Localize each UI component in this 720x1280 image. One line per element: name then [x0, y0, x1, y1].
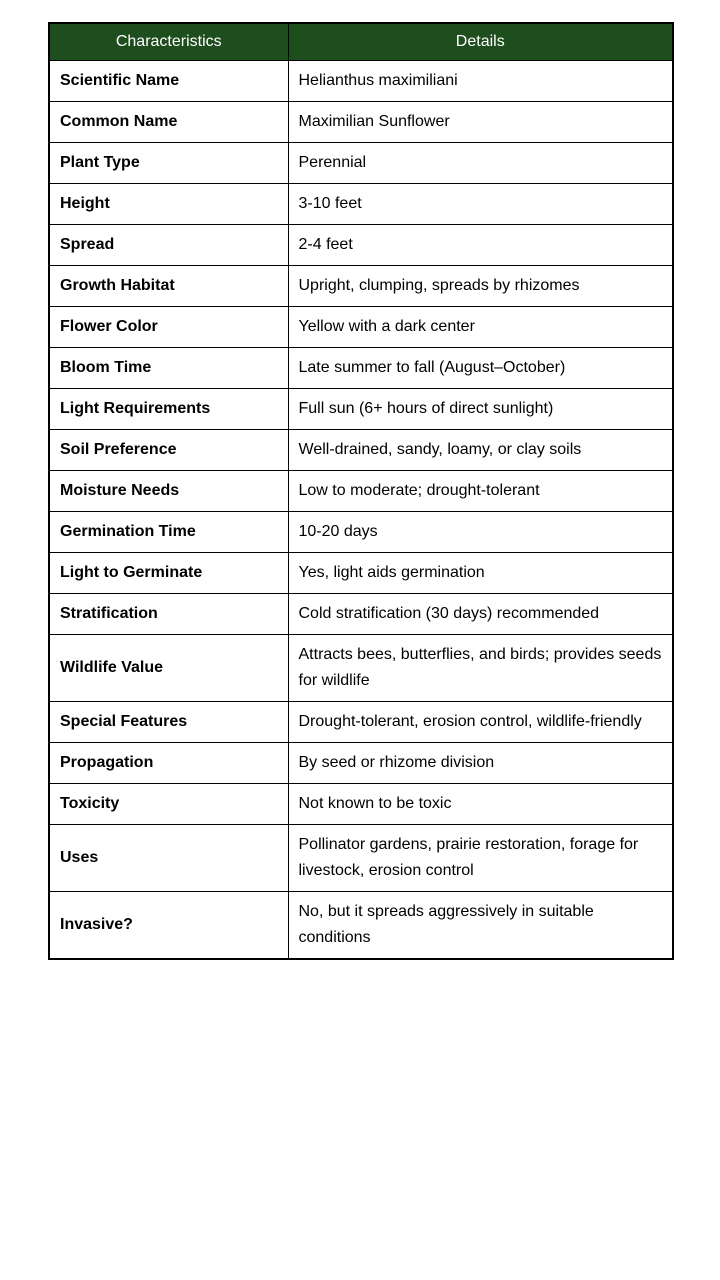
table-row	[49, 471, 673, 512]
table-row	[49, 225, 673, 266]
detail-cell: No, but it spreads aggressively in suitable conditions	[288, 892, 673, 960]
characteristic-cell: Spread	[49, 225, 288, 266]
detail-cell: By seed or rhizome division	[288, 743, 673, 784]
characteristic-cell: Stratification	[49, 594, 288, 635]
detail-cell: Cold stratification (30 days) recommended	[288, 594, 673, 635]
characteristics-column-header: Characteristics	[49, 23, 288, 61]
characteristic-cell: Moisture Needs	[49, 471, 288, 512]
characteristic-cell: Light to Germinate	[49, 553, 288, 594]
table-body	[49, 61, 673, 960]
detail-cell: Upright, clumping, spreads by rhizomes	[288, 266, 673, 307]
table-row	[49, 184, 673, 225]
table-row	[49, 702, 673, 743]
detail-cell: 10-20 days	[288, 512, 673, 553]
characteristic-cell: Common Name	[49, 102, 288, 143]
characteristic-cell: Wildlife Value	[49, 635, 288, 702]
detail-cell: Yellow with a dark center	[288, 307, 673, 348]
characteristic-cell: Special Features	[49, 702, 288, 743]
table-row	[49, 635, 673, 702]
detail-cell: Maximilian Sunflower	[288, 102, 673, 143]
characteristic-cell: Height	[49, 184, 288, 225]
table-row	[49, 430, 673, 471]
detail-cell: 2-4 feet	[288, 225, 673, 266]
characteristic-cell: Soil Preference	[49, 430, 288, 471]
table-row	[49, 512, 673, 553]
detail-cell: Low to moderate; drought-tolerant	[288, 471, 673, 512]
table-row	[49, 825, 673, 892]
table-row	[49, 266, 673, 307]
details-column-header: Details	[288, 23, 673, 61]
characteristic-cell: Growth Habitat	[49, 266, 288, 307]
detail-cell: Late summer to fall (August–October)	[288, 348, 673, 389]
detail-cell: 3-10 feet	[288, 184, 673, 225]
characteristic-cell: Germination Time	[49, 512, 288, 553]
detail-cell: Pollinator gardens, prairie restoration, forage for livestock, erosion control	[288, 825, 673, 892]
table-row	[49, 784, 673, 825]
characteristic-cell: Bloom Time	[49, 348, 288, 389]
characteristic-cell: Toxicity	[49, 784, 288, 825]
table-row	[49, 553, 673, 594]
table-row	[49, 143, 673, 184]
characteristic-cell: Light Requirements	[49, 389, 288, 430]
characteristic-cell: Propagation	[49, 743, 288, 784]
detail-cell: Helianthus maximiliani	[288, 61, 673, 102]
characteristic-cell: Flower Color	[49, 307, 288, 348]
detail-cell: Drought-tolerant, erosion control, wildlife-friendly	[288, 702, 673, 743]
detail-cell: Well-drained, sandy, loamy, or clay soils	[288, 430, 673, 471]
table-row	[49, 102, 673, 143]
characteristic-cell: Scientific Name	[49, 61, 288, 102]
detail-cell: Full sun (6+ hours of direct sunlight)	[288, 389, 673, 430]
table-row	[49, 307, 673, 348]
table-row	[49, 743, 673, 784]
characteristic-cell: Invasive?	[49, 892, 288, 960]
plant-characteristics-table	[48, 22, 674, 960]
characteristic-cell: Uses	[49, 825, 288, 892]
table-row	[49, 389, 673, 430]
table-header-row	[49, 23, 673, 61]
detail-cell: Attracts bees, butterflies, and birds; provides seeds for wildlife	[288, 635, 673, 702]
table-row	[49, 892, 673, 960]
table-row	[49, 348, 673, 389]
table-row	[49, 61, 673, 102]
table-row	[49, 594, 673, 635]
detail-cell: Perennial	[288, 143, 673, 184]
detail-cell: Not known to be toxic	[288, 784, 673, 825]
characteristic-cell: Plant Type	[49, 143, 288, 184]
detail-cell: Yes, light aids germination	[288, 553, 673, 594]
plant-characteristics-table-container	[48, 22, 674, 960]
